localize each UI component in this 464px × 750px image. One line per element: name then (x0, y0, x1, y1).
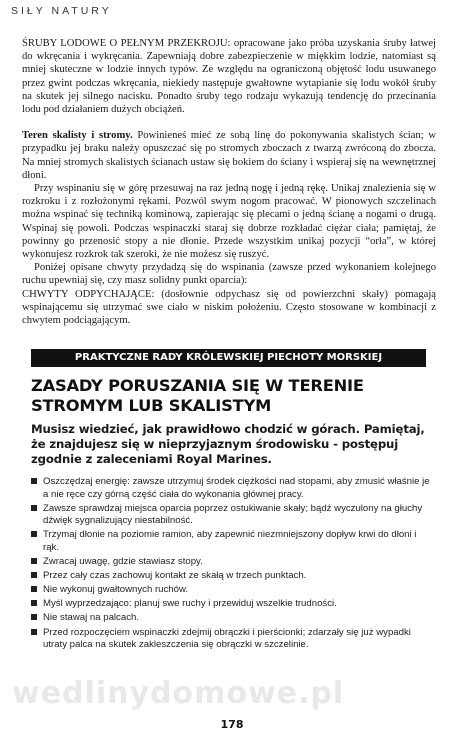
paragraph-ice-screws: ŚRUBY LODOWE O PEŁNYM PRZEKROJU: opracowane jako próba uzyskania śruby łatwej do wkręcania i wykręcania. Zapewniają dobre zabezpieczenie w miękkim lodzie, natomiast są mniej skuteczne w lodzie innych typów. Ze względu na ograniczoną objętość lodu usuwanego przez gwint podczas wkręcania, niekiedy następuje gwałtowne wytapianie się lodu wokół śruby na skutek jej silnego nacisku. Ponadto śruby tego rodzaju wykazują tendencję do przecinania lodu pod działaniem dużych obciążeń. (22, 38, 436, 116)
section-lead: Musisz wiedzieć, jak prawidłowo chodzić w górach. Pamiętaj, że znajdujesz się w nieprzyjaznym środowisku - postępuj zgodnie z zaleceniami Royal Marines. (31, 422, 425, 466)
list-item-text: Myśl wyprzedzająco: planuj swe ruchy i przewiduj wszelkie trudności. (43, 598, 337, 610)
paragraph-rocky-terrain-text: Powinieneś mieć ze sobą linę do pokonywania skalistych ścian; w przypadku jej braku należy opuszczać się po stromych zboczach z twarzą zwróconą do zbocza. Na mniej stromych skalistych ścianach ustaw się bokiem do ściany i wspieraj się na wewnętrznej dłoni. (22, 130, 436, 181)
list-item-text: Nie stawaj na palcach. (43, 612, 139, 624)
section-title: ZASADY PORUSZANIA SIĘ W TERENIE STROMYM LUB SKALISTYM (31, 376, 364, 415)
list-item (31, 529, 431, 554)
square-bullet-icon (31, 558, 37, 564)
square-bullet-icon (31, 600, 37, 606)
run-in-heading: Teren skalisty i stromy. (22, 130, 133, 142)
body-text (22, 37, 436, 327)
square-bullet-icon (31, 505, 37, 511)
running-head: SIŁY NATURY (11, 5, 112, 17)
list-item (31, 598, 431, 611)
square-bullet-icon (31, 586, 37, 592)
page-number: 178 (220, 718, 244, 731)
list-item-text: Przez cały czas zachowuj kontakt ze skałą w trzech punktach. (43, 570, 307, 582)
tips-section (31, 376, 431, 653)
list-item (31, 570, 431, 583)
section-banner: PRAKTYCZNE RADY KRÓLEWSKIEJ PIECHOTY MORSKIEJ (31, 349, 426, 367)
list-item-text: Przed rozpoczęciem wspinaczki zdejmij obrączki i pierścionki; zdarzały się już wypadki utraty palca na skutek zakleszczenia się obrączki w szczelinie. (43, 626, 411, 651)
paragraph-holds-intro: Poniżej opisane chwyty przydadzą się do wspinania (zawsze przed wykonaniem kolejnego ruchu upewniaj się, czy masz solidny punkt oparcia): (22, 262, 436, 287)
square-bullet-icon (31, 572, 37, 578)
paragraph-push-holds: CHWYTY ODPYCHAJĄCE: (dosłownie odpychasz się od powierzchni skały) pomagają wspinającemu się utrzymać swe ciało w niskim położeniu. Często stosowane w kombinacji z chwytem podciągającym. (22, 288, 436, 327)
list-item-text: Oszczędzaj energię: zawsze utrzymuj środek ciężkości nad stopami, aby zmusić właśnie je a nie ręce czy górną część ciała do wykonania głównej pracy. (43, 476, 430, 500)
list-item (31, 556, 431, 569)
list-item-text: Zawsze sprawdzaj miejsca oparcia poprzez ostukiwanie skały; bądź wyczulony na głuchy dźwięk sygnalizujący niestabilność. (43, 502, 423, 527)
square-bullet-icon (31, 614, 37, 620)
list-item (31, 584, 431, 597)
list-item-text: Nie wykonuj gwałtownych ruchów. (43, 584, 189, 596)
list-item (31, 503, 431, 528)
list-item (31, 612, 431, 625)
square-bullet-icon (31, 629, 37, 635)
tips-list (31, 476, 431, 652)
paragraph-rocky-terrain (22, 129, 436, 182)
list-item (31, 627, 431, 652)
paragraph-climbing-technique: Przy wspinaniu się w górę przesuwaj na raz jedną nogę i jedną rękę. Unikaj znalezienia się w rozkroku i z rozłożonymi rękami. Pozwól swym nogom pracować. W pionowych szczelinach można wspinać się techniką kominową, zapierając się plecami o jedną ścianę a nogami o drugą. Wspinaj się powoli. Podczas wspinaczki staraj się dobrze rozkładać ciężar ciała; pamiętaj, że powinny go przenosić stopy a nie dłonie. Przede wszystkim unikaj pozycji “orła”, w której wykonujesz rozkrok tak szeroki, że nie możesz się ruszyć. (22, 183, 436, 261)
list-item-text: Zwracaj uwagę, gdzie stawiasz stopy. (43, 556, 203, 568)
square-bullet-icon (31, 531, 37, 537)
square-bullet-icon (31, 478, 37, 484)
watermark: wedlinydomowe.pl (12, 676, 345, 711)
list-item-text: Trzymaj dłonie na poziomie ramion, aby zapewnić niezmniejszony dopływ krwi do dłoni i rąk. (43, 529, 417, 553)
list-item (31, 476, 431, 501)
